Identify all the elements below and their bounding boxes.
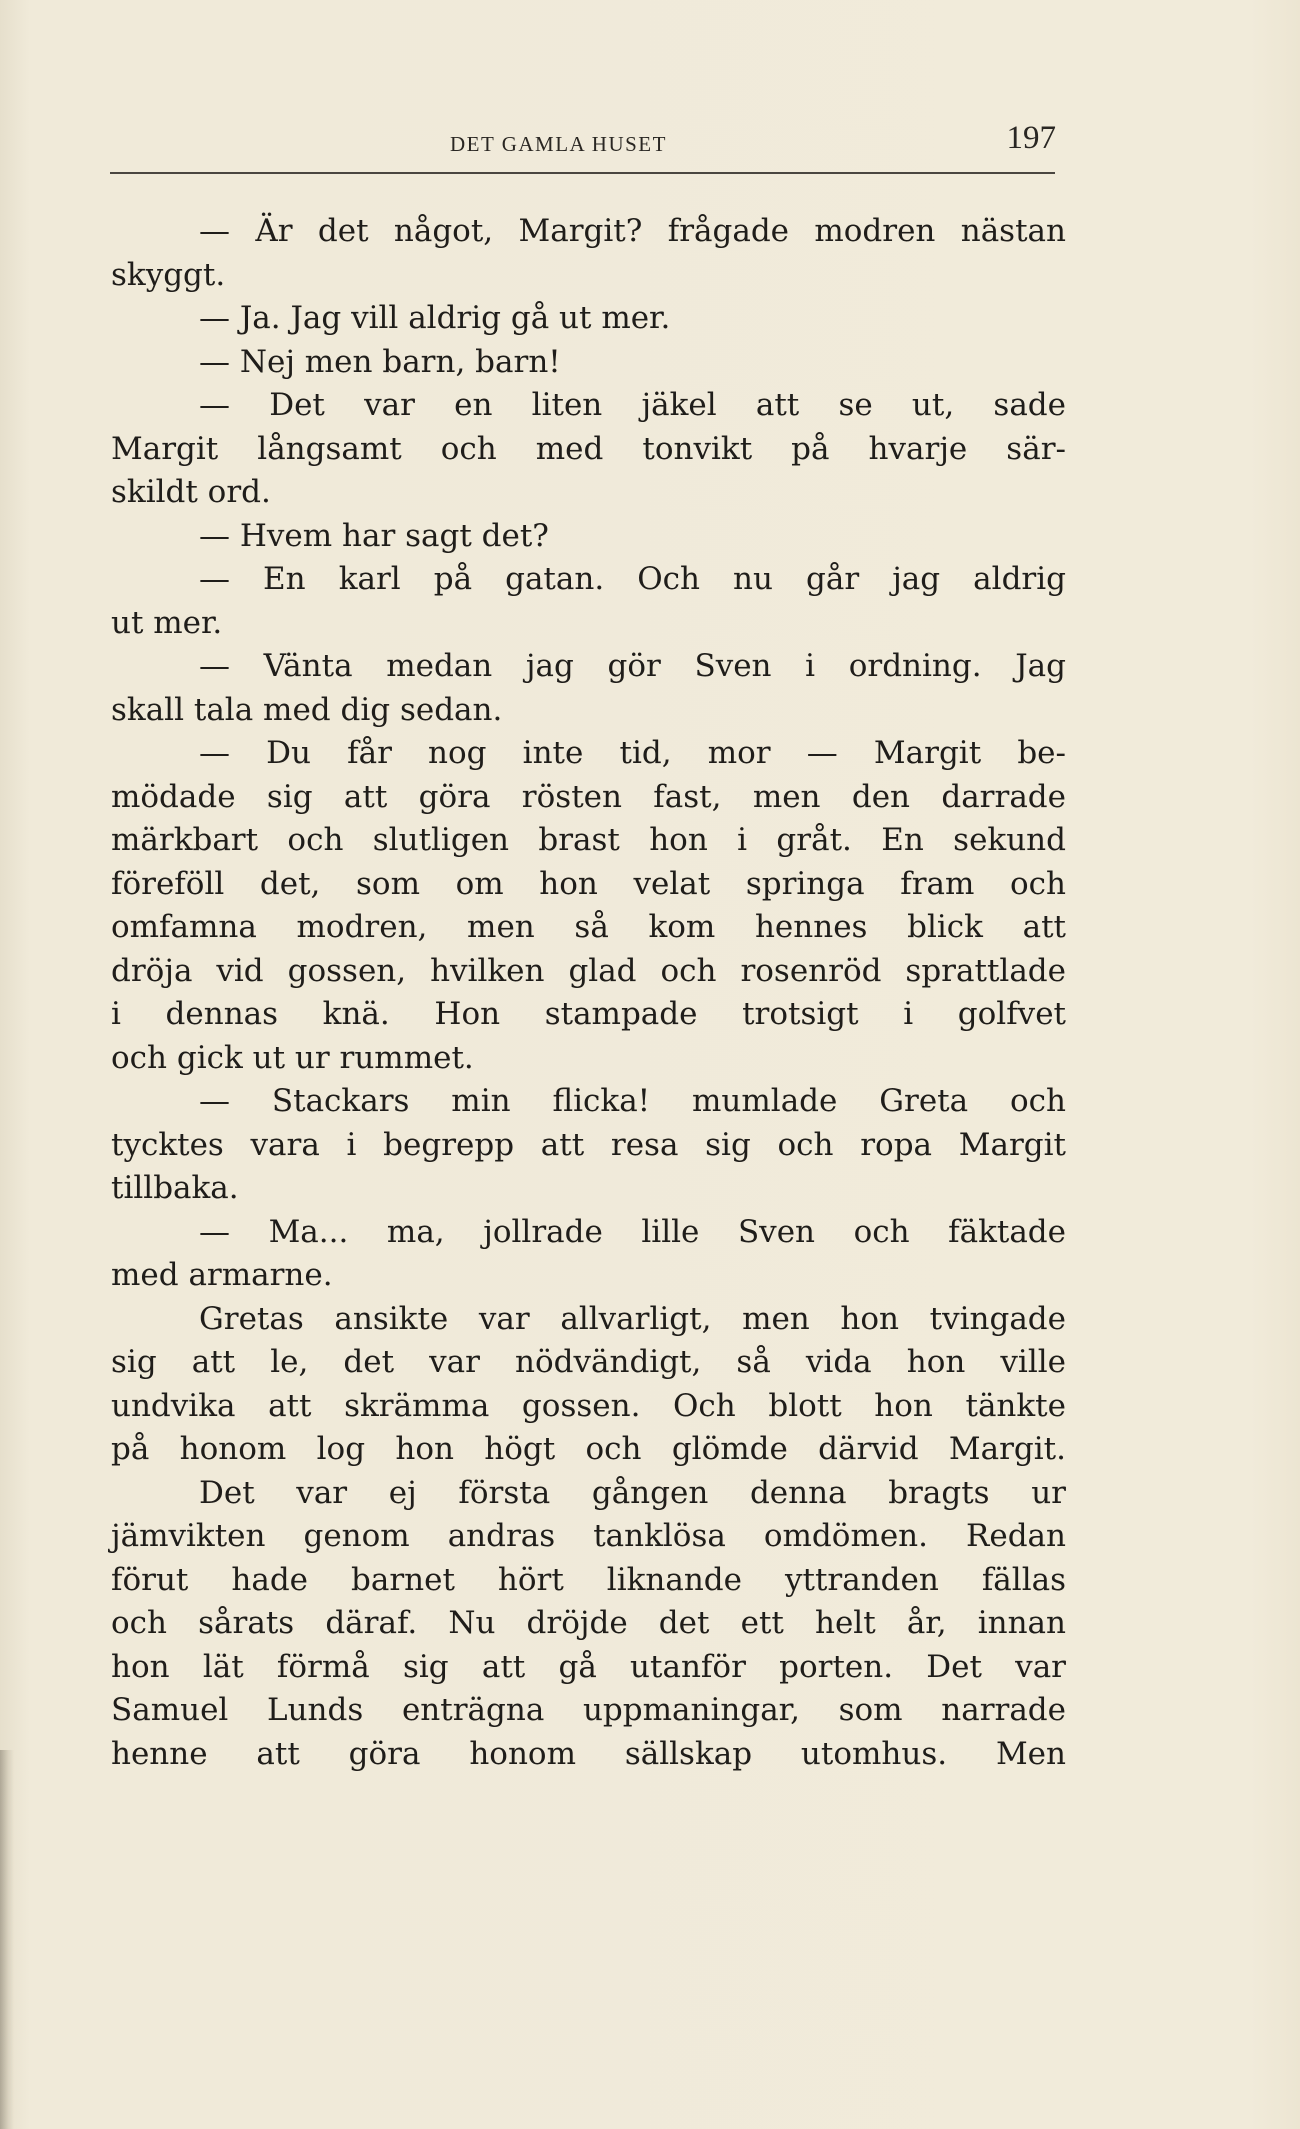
text-line: ut mer. [111, 604, 223, 641]
page-header [110, 118, 1060, 178]
text-line: skyggt. [111, 256, 226, 293]
text-line: i dennas knä. Hon stampade trotsigt i golfvet [111, 996, 1066, 1032]
text-line: tillbaka. [111, 1170, 239, 1206]
running-title: DET GAMLA HUSET [450, 132, 667, 156]
text-line: undvika att skrämma gossen. Och blott hon tänkte [111, 1387, 1066, 1424]
text-line: dröja vid gossen, hvilken glad och rosenröd sprattlade [111, 952, 1066, 989]
text-line: — Det var en liten jäkel att se ut, sade [199, 387, 1066, 423]
text-line: Gretas ansikte var allvarligt, men hon tvingade [199, 1300, 1066, 1337]
text-line: — Är det något, Margit? frågade modren nästan [199, 213, 1066, 249]
page-number: 197 [1006, 120, 1056, 156]
text-line: — Hvem har sagt det? [199, 517, 549, 554]
text-line: — Du får nog inte tid, mor — Margit be- [199, 735, 1066, 771]
text-line: mödade sig att göra rösten fast, men den darrade [111, 778, 1066, 815]
text-line: Det var ej första gången denna bragts ur [199, 1474, 1066, 1511]
text-line: tycktes vara i begrepp att resa sig och ropa Margit [111, 1126, 1066, 1163]
header-rule [110, 172, 1055, 174]
text-line: märkbart och slutligen brast hon i gråt. En sekund [111, 822, 1066, 858]
text-line: Samuel Lunds enträgna uppmaningar, som narrade [111, 1692, 1066, 1728]
text-line: på honom log hon högt och glömde därvid Margit. [111, 1431, 1066, 1467]
text-line: och gick ut ur rummet. [111, 1039, 474, 1076]
text-line: och sårats däraf. Nu dröjde det ett helt år, innan [111, 1605, 1066, 1641]
text-line: med armarne. [111, 1257, 333, 1293]
text-line: omfamna modren, men så kom hennes blick att [111, 909, 1066, 945]
text-line: skildt ord. [111, 474, 271, 510]
text-line: — En karl på gatan. Och nu går jag aldrig [199, 561, 1066, 597]
page-edge-shadow [0, 1750, 14, 2129]
text-line: hon lät förmå sig att gå utanför porten. Det var [111, 1648, 1066, 1685]
body-text [111, 210, 1066, 1776]
text-line: — Ma... ma, jollrade lille Sven och fäktade [199, 1213, 1066, 1250]
text-line: skall tala med dig sedan. [111, 691, 503, 728]
text-line: — Nej men barn, barn! [199, 343, 561, 380]
text-line: — Vänta medan jag gör Sven i ordning. Jag [199, 648, 1066, 684]
text-line: jämvikten genom andras tanklösa omdömen. Redan [111, 1518, 1066, 1554]
text-line: föreföll det, som om hon velat springa fram och [111, 865, 1066, 902]
text-line: henne att göra honom sällskap utomhus. Men [111, 1735, 1066, 1772]
text-line: — Ja. Jag vill aldrig gå ut mer. [199, 300, 671, 336]
text-line: förut hade barnet hört liknande yttranden fällas [111, 1561, 1066, 1598]
text-line: Margit långsamt och med tonvikt på hvarje sär- [111, 430, 1066, 467]
text-line: sig att le, det var nödvändigt, så vida hon ville [111, 1344, 1066, 1380]
text-line: — Stackars min flicka! mumlade Greta och [199, 1083, 1066, 1119]
